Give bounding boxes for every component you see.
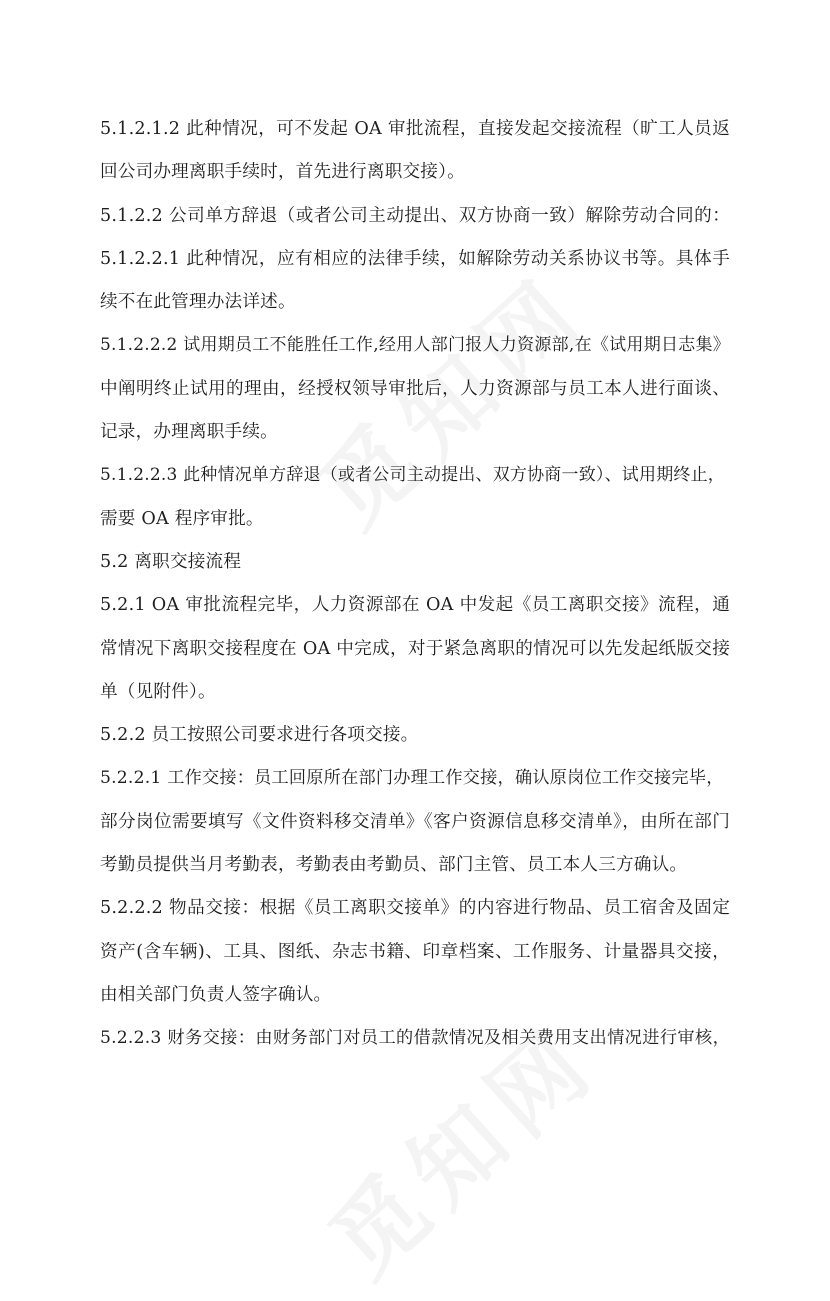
text-line-6: 5.1.2.2.2 试用期员工不能胜任工作,经用人部门报人力资源部,在《试用期日志集》 [100, 335, 730, 356]
text-line-12: 5.2.1 OA 审批流程完毕，人力资源部在 OA 中发起《员工离职交接》流程，通 [100, 595, 730, 616]
text-line-9: 5.1.2.2.3 此种情况单方辞退（或者公司主动提出、双方协商一致）、试用期终止， [100, 465, 725, 486]
text-line-4: 5.1.2.2.1 此种情况，应有相应的法律手续，如解除劳动关系协议书等。具体手 [100, 248, 730, 269]
text-line-17: 部分岗位需要填写《文件资料移交清单》《客户资源信息移交清单》，由所在部门 [100, 811, 730, 832]
text-line-22: 5.2.2.3 财务交接：由财务部门对员工的借款情况及相关费用支出情况进行审核， [100, 1028, 730, 1049]
text-line-15: 5.2.2 员工按照公司要求进行各项交接。 [100, 725, 419, 746]
section-heading: 5.2 离职交接流程 [100, 551, 242, 572]
text-line-18: 考勤员提供当月考勤表，考勤表由考勤员、部门主管、员工本人三方确认。 [100, 855, 688, 876]
text-line-3: 5.1.2.2 公司单方辞退（或者公司主动提出、双方协商一致）解除劳动合同的： [100, 205, 730, 226]
text-line-10: 需要 OA 程序审批。 [100, 508, 264, 529]
text-line-2: 回公司办理离职手续时，首先进行离职交接）。 [100, 162, 465, 183]
document-body [100, 108, 730, 1061]
text-line-16: 5.2.2.1 工作交接：员工回原所在部门办理工作交接，确认原岗位工作交接完毕， [100, 768, 724, 789]
text-line-14: 单（见附件）。 [100, 681, 216, 702]
text-line-5: 续不在此管理办法详述。 [100, 292, 296, 313]
text-line-21: 由相关部门负责人签字确认。 [100, 984, 332, 1005]
text-line-20: 资产(含车辆)、工具、图纸、杂志书籍、印章档案、工作服务、计量器具交接， [100, 941, 730, 962]
text-line-13: 常情况下离职交接程度在 OA 中完成，对于紧急离职的情况可以先发起纸版交接 [100, 638, 730, 659]
text-line-19: 5.2.2.2 物品交接：根据《员工离职交接单》的内容进行物品、员工宿舍及固定 [100, 898, 730, 919]
text-line-1: 5.1.2.1.2 此种情况，可不发起 OA 审批流程，直接发起交接流程（旷工人员返 [100, 119, 730, 139]
text-line-7: 中阐明终止试用的理由，经授权领导审批后，人力资源部与员工本人进行面谈、 [100, 378, 730, 399]
text-line-8: 记录，办理离职手续。 [100, 422, 278, 443]
